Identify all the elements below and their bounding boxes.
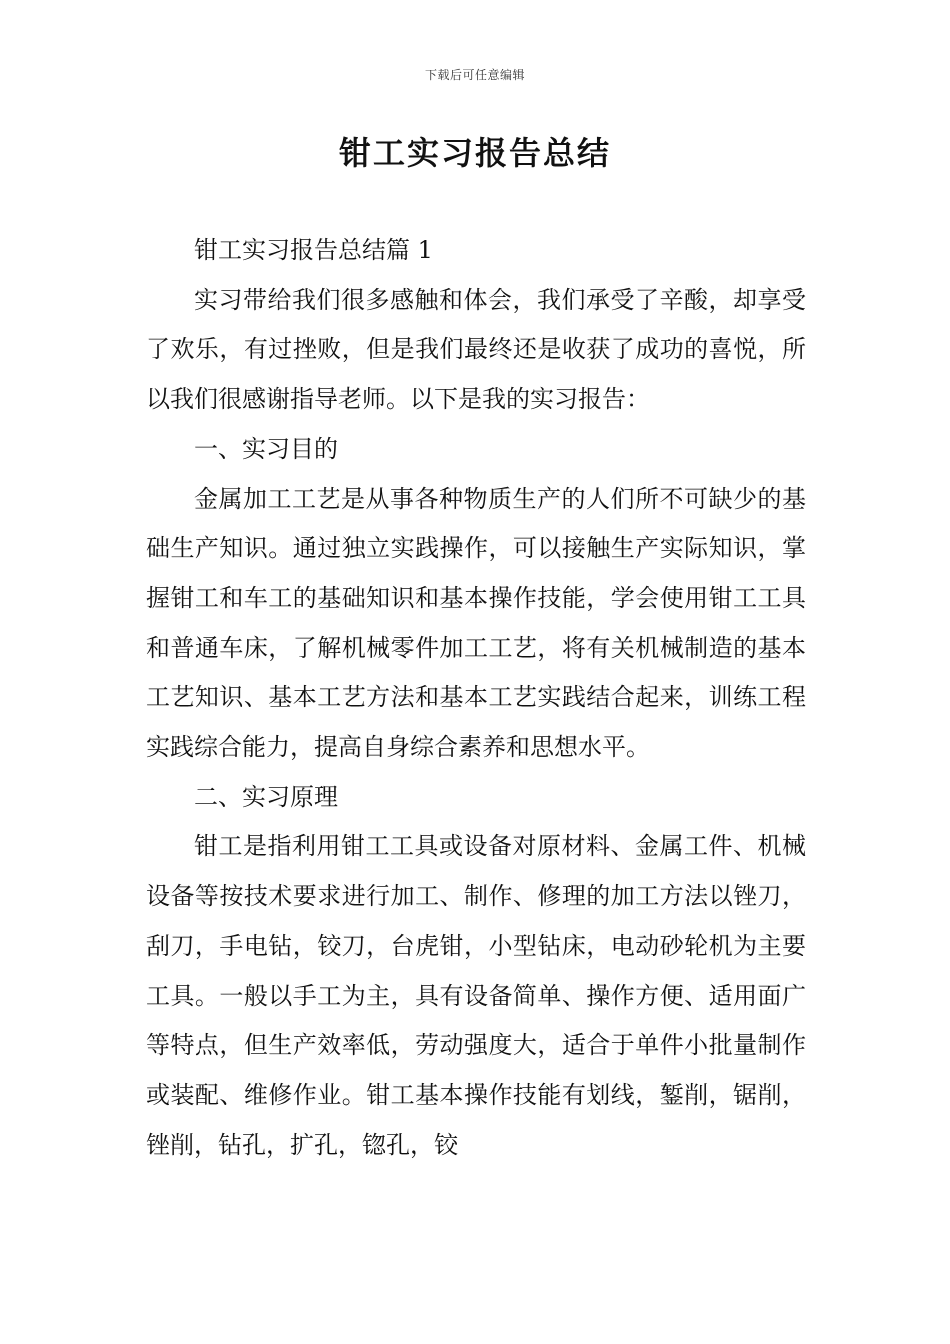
document-body <box>146 226 806 1170</box>
section-heading-purpose: 一、实习目的 <box>194 434 338 463</box>
document-title: 钳工实习报告总结 <box>338 134 611 172</box>
principle-paragraph: 钳工是指利用钳工工具或设备对原材料、金属工件、机械设备等按技术要求进行加工、制作、修理的加工方法以锉刀，刮刀，手电钻，铰刀，台虎钳，小型钻床，电动砂轮机为主要工具。一般以手工为主，具有设备简单、操作方便、适用面广等特点，但生产效率低，劳动强度大，适合于单件小批量制作或装配、维修作业。钳工基本操作技能有划线，錾削，锯削，锉削，钻孔，扩孔，锪孔，铰 <box>146 832 806 1159</box>
section-heading-part-1: 钳工实习报告总结篇 1 <box>194 236 433 264</box>
section-heading-principle: 二、实习原理 <box>194 782 338 811</box>
header-note: 下载后可任意编辑 <box>424 68 525 82</box>
intro-paragraph: 实习带给我们很多感触和体会，我们承受了辛酸，却享受了欢乐，有过挫败，但是我们最终还是收获了成功的喜悦，所以我们很感谢指导老师。以下是我的实习报告： <box>146 285 806 414</box>
purpose-paragraph: 金属加工工艺是从事各种物质生产的人们所不可缺少的基础生产知识。通过独立实践操作，可以接触生产实际知识，掌握钳工和车工的基础知识和基本操作技能，学会使用钳工工具和普通车床，了解机械零件加工工艺，将有关机械制造的基本工艺知识、基本工艺方法和基本工艺实践结合起来，训练工程实践综合能力，提高自身综合素养和思想水平。 <box>146 484 806 762</box>
